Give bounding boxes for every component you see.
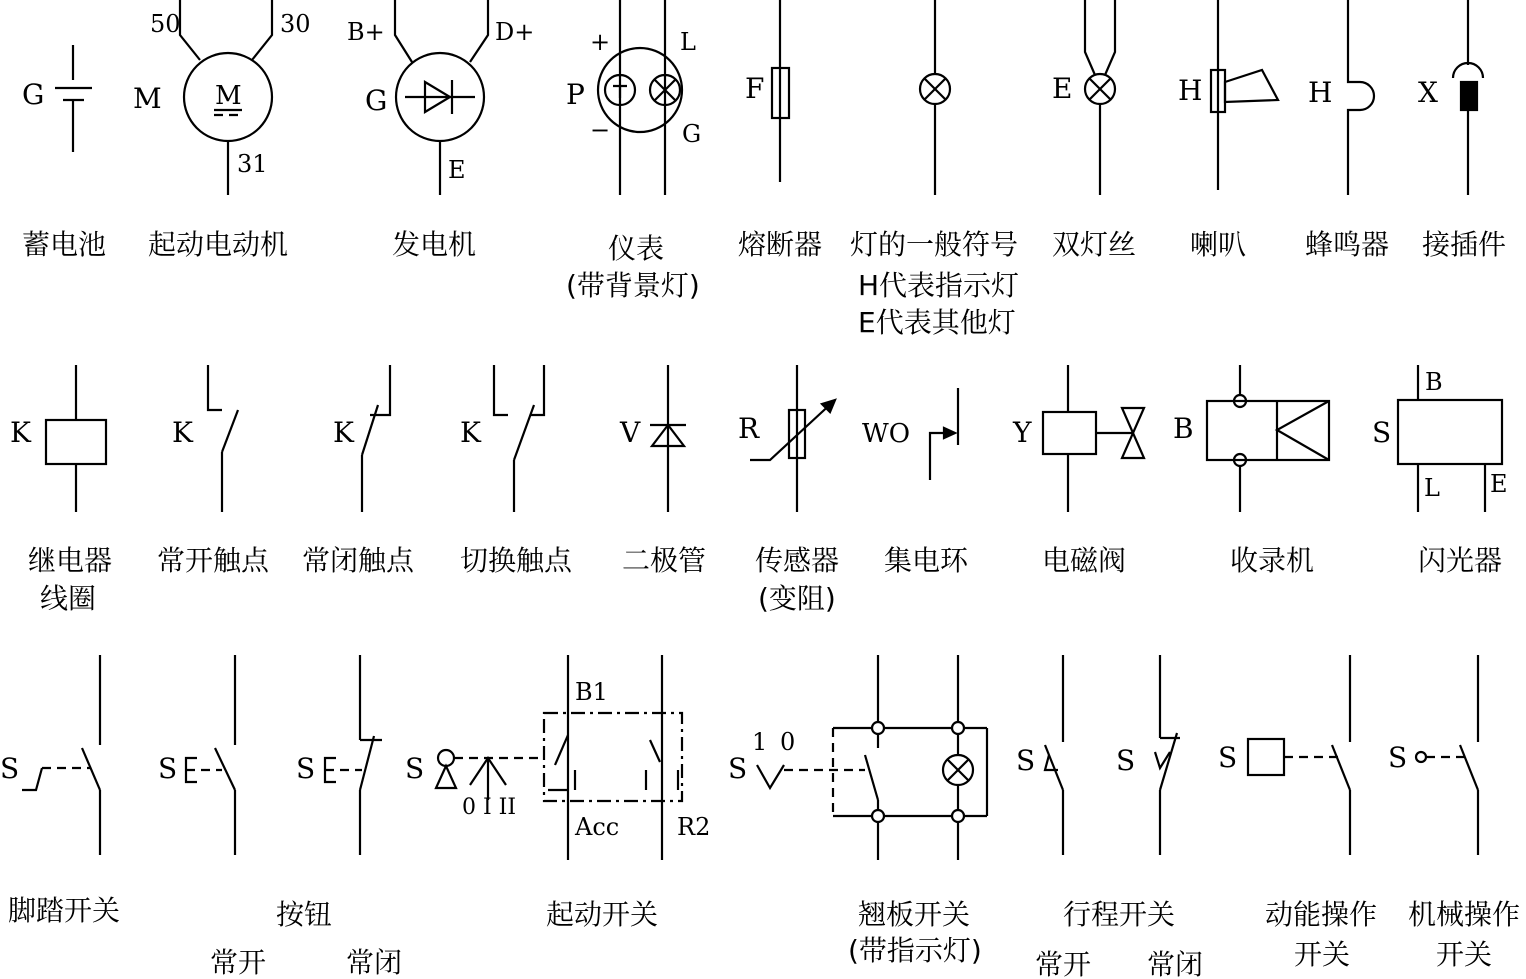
button-nc-symbol [296, 655, 382, 855]
rocker-switch-symbol [728, 655, 987, 860]
start-switch-positions: 0 I II [462, 795, 517, 820]
sensor-caption-1: 传感器 [755, 544, 840, 577]
fuse-symbol [745, 0, 789, 182]
rocker-zero: 0 [780, 728, 796, 756]
horn-letter: H [1178, 74, 1203, 107]
foot-switch-symbol [0, 655, 100, 855]
flasher-s: S [1372, 416, 1392, 449]
mech-op-switch-symbol [1388, 655, 1478, 855]
no-contact-letter: K [172, 416, 193, 449]
foot-switch-letter: S [0, 752, 20, 785]
battery-caption: 蓄电池 [22, 228, 107, 261]
recorder-caption: 收录机 [1230, 544, 1315, 577]
rocker-letter: S [728, 752, 748, 785]
travel-no-letter: S [1016, 744, 1036, 777]
diode-symbol [619, 365, 686, 512]
diode-caption: 二极管 [622, 544, 707, 577]
fuse-caption: 熔断器 [738, 228, 823, 261]
generator-symbol [347, 0, 534, 195]
nc-contact-letter: K [333, 416, 354, 449]
no-contact-symbol [172, 365, 238, 512]
horn-caption: 喇叭 [1190, 228, 1247, 261]
meter-plus: + [590, 28, 611, 56]
double-lamp-caption: 双灯丝 [1052, 228, 1137, 261]
button-no-letter: S [158, 752, 178, 785]
generator-e: E [448, 156, 466, 184]
starter-t50: 50 [150, 10, 181, 38]
foot-switch-caption: 脚踏开关 [8, 894, 121, 927]
buzzer-symbol [1308, 0, 1374, 195]
solenoid-caption: 电磁阀 [1042, 544, 1127, 577]
changeover-symbol [460, 365, 544, 512]
flasher-b: B [1425, 368, 1443, 396]
start-switch-letter: S [405, 752, 425, 785]
solenoid-letter: Y [1013, 416, 1032, 449]
sensor-letter: R [738, 412, 760, 445]
relay-coil-symbol [10, 365, 106, 512]
power-op-caption-1: 动能操作 [1265, 898, 1378, 931]
starter-motor-symbol [133, 0, 311, 195]
meter-p: P [566, 78, 585, 111]
start-switch-symbol [405, 655, 710, 860]
travel-nc-letter: S [1116, 744, 1136, 777]
relay-coil-caption-2: 线圈 [40, 582, 97, 615]
mech-op-caption-2: 开关 [1436, 938, 1493, 971]
battery-symbol [22, 45, 92, 152]
generator-b-plus: B+ [347, 18, 385, 46]
relay-coil-caption-1: 继电器 [28, 544, 113, 577]
lamp-caption-2: H代表指示灯 [858, 269, 1020, 302]
connector-letter: X [1418, 76, 1438, 109]
start-switch-caption: 起动开关 [546, 898, 659, 931]
starter-letter: M [133, 82, 162, 115]
generator-letter: G [365, 84, 388, 117]
flasher-e: E [1490, 470, 1508, 498]
power-op-caption-2: 开关 [1294, 938, 1351, 971]
start-switch-b1: B1 [575, 678, 608, 706]
travel-nc-caption: 常闭 [1147, 948, 1204, 979]
button-nc-letter: S [296, 752, 316, 785]
starter-t31: 31 [237, 150, 268, 178]
nc-contact-caption: 常闭触点 [302, 544, 415, 577]
diode-letter: V [620, 416, 641, 449]
slip-ring-letter: WO [862, 419, 911, 449]
horn-symbol [1178, 0, 1278, 190]
sensor-caption-2: (变阻) [758, 582, 836, 615]
mech-op-caption-1: 机械操作 [1408, 898, 1521, 931]
mech-op-letter: S [1388, 741, 1408, 774]
flasher-l: L [1424, 474, 1440, 502]
flasher-caption: 闪光器 [1418, 544, 1503, 577]
rocker-one: 1 [752, 728, 768, 756]
meter-caption-1: 仪表 [608, 232, 665, 265]
solenoid-symbol [1012, 365, 1144, 512]
meter-minus: − [590, 116, 611, 144]
buzzer-letter: H [1308, 76, 1333, 109]
generator-caption: 发电机 [392, 228, 477, 261]
lamp-caption-1: 灯的一般符号 [850, 228, 1019, 261]
slip-ring-symbol [862, 388, 958, 480]
meter-symbol [566, 0, 701, 195]
start-switch-acc: Acc [575, 813, 620, 841]
start-switch-r2: R2 [677, 813, 711, 841]
connector-symbol [1418, 0, 1483, 195]
recorder-letter: B [1173, 412, 1194, 445]
battery-letter: G [22, 78, 45, 111]
meter-caption-2: (带背景灯) [566, 269, 700, 302]
double-lamp-symbol [1052, 0, 1115, 195]
changeover-caption: 切换触点 [460, 544, 573, 577]
travel-no-caption: 常开 [1035, 948, 1092, 979]
meter-g: G [682, 120, 702, 148]
nc-contact-symbol [333, 365, 390, 512]
starter-t30: 30 [280, 10, 311, 38]
travel-nc-symbol [1116, 655, 1180, 855]
double-lamp-letter: E [1052, 72, 1073, 105]
button-nc-caption: 常闭 [346, 946, 403, 979]
changeover-letter: K [460, 416, 481, 449]
generator-d-plus: D+ [495, 18, 535, 46]
buzzer-caption: 蜂鸣器 [1305, 228, 1390, 261]
flasher-symbol [1372, 365, 1508, 512]
button-no-symbol [158, 655, 235, 855]
travel-no-symbol [1016, 655, 1063, 855]
lamp-symbol [920, 0, 950, 195]
button-caption: 按钮 [276, 898, 333, 931]
starter-caption: 起动电动机 [148, 228, 289, 261]
connector-caption: 接插件 [1422, 228, 1507, 261]
travel-caption: 行程开关 [1063, 898, 1176, 931]
meter-l: L [680, 28, 696, 56]
recorder-symbol [1173, 365, 1329, 512]
sensor-symbol [738, 365, 835, 512]
rocker-caption-1: 翘板开关 [858, 898, 971, 931]
rocker-caption-2: (带指示灯) [848, 934, 982, 967]
fuse-letter: F [745, 72, 765, 105]
power-op-switch-symbol [1218, 655, 1350, 855]
slip-ring-caption: 集电环 [884, 544, 969, 577]
power-op-letter: S [1218, 741, 1238, 774]
starter-motor-mark: M [215, 81, 242, 111]
button-no-caption: 常开 [210, 946, 267, 979]
no-contact-caption: 常开触点 [157, 544, 270, 577]
relay-coil-letter: K [10, 416, 31, 449]
lamp-caption-3: E代表其他灯 [858, 306, 1016, 339]
